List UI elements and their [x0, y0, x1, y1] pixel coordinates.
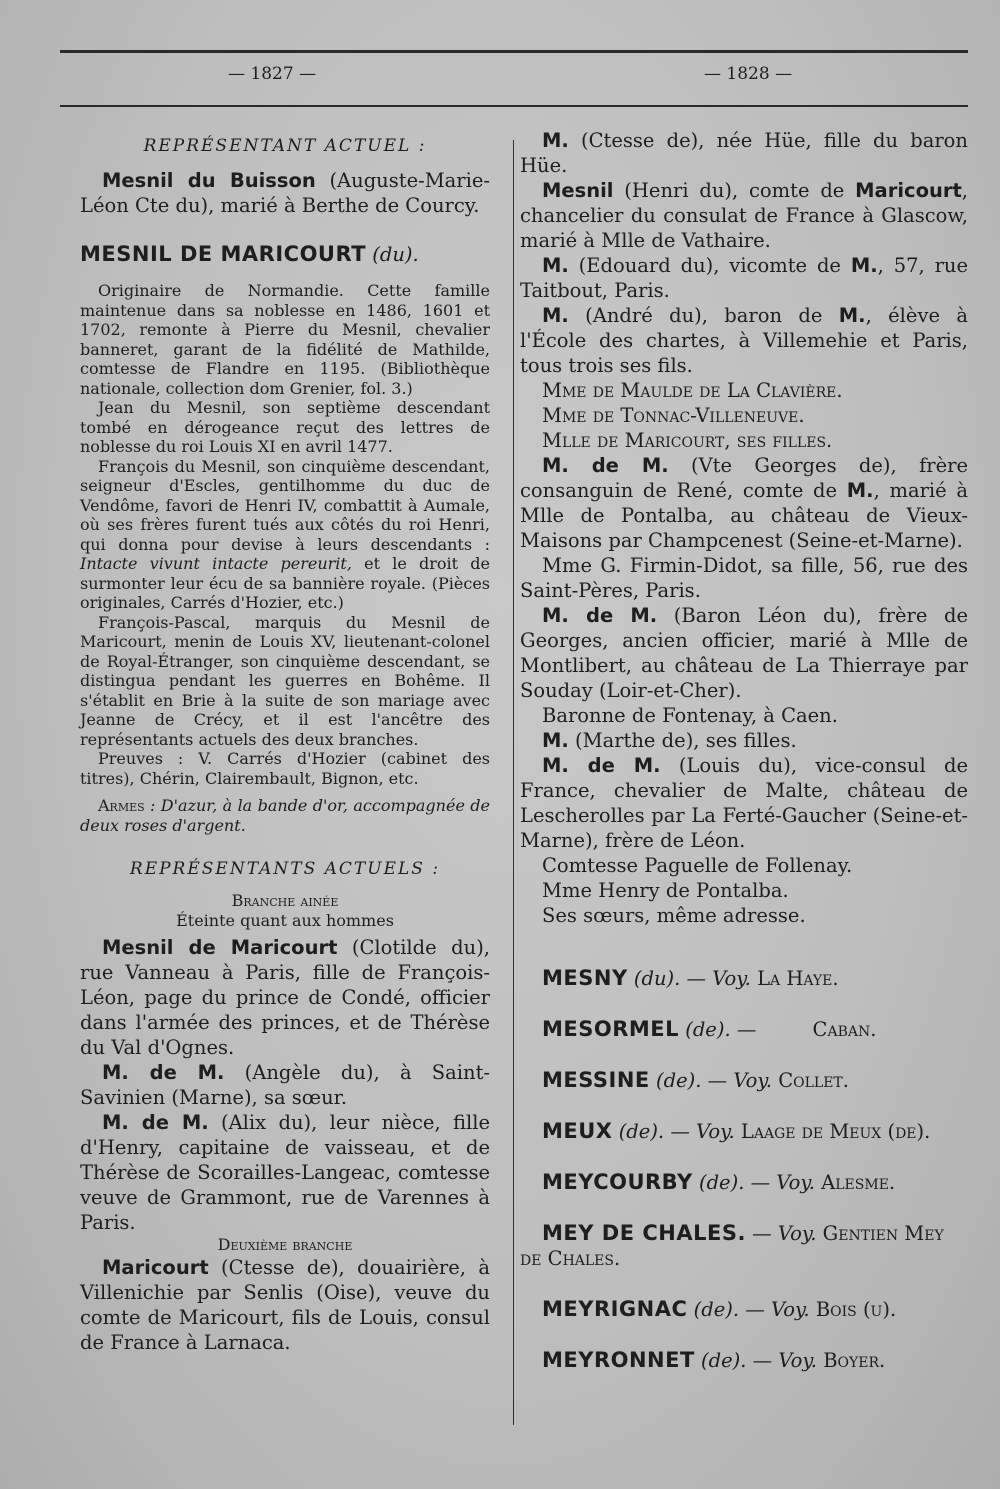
entry-r9: Mme G. Firmin-Didot, sa fille, 56, rue des Saint-Pères, Paris.	[520, 554, 968, 602]
xref-mesormel: MESORMEL (de). — Caban.	[542, 1017, 877, 1041]
entry-mesnil-du-buisson: Mesnil du Buisson (Auguste-Marie-Léon Cte du), marié à Berthe de Courcy.	[80, 169, 490, 217]
page-number-right: — 1828 —	[704, 64, 793, 84]
paragraph-preuves: Preuves : V. Carrés d'Hozier (cabinet des titres), Chérin, Clairembault, Bignon, etc.	[80, 749, 490, 788]
paragraph-armes: Armes : D'azur, à la bande d'or, accompagnée de deux roses d'argent.	[80, 796, 490, 835]
section-heading: REPRÉSENTANT ACTUEL :	[143, 136, 427, 156]
xref-meyrignac: MEYRIGNAC (de). — Voy. Bois (u).	[542, 1297, 897, 1321]
entry-r6: Mme de Tonnac-Villeneuve.	[542, 404, 805, 427]
cross-reference-list	[520, 948, 968, 1373]
entry-r4: M. (André du), baron de M., élève à l'École des chartes, à Villemehie et Paris, tous trois ses fils.	[520, 304, 968, 377]
xref-mesny: MESNY (du). — Voy. La Haye.	[542, 966, 839, 990]
xref-meyronnet: MEYRONNET (de). — Voy. Boyer.	[542, 1348, 886, 1372]
entry-r10: M. de M. (Baron Léon du), frère de Georges, ancien officier, marié à Mlle de Montlibert, au château de La Thierraye par Souday (Loir-et-Cher).	[520, 604, 968, 702]
xref-meux: MEUX (de). — Voy. Laage de Meux (de).	[542, 1119, 931, 1143]
entry-r5: Mme de Maulde de La Clavière.	[542, 379, 843, 402]
paragraph-origin: Originaire de Normandie. Cette famille maintenue dans sa noblesse en 1486, 1601 et 1702, remonte à Pierre du Mesnil, chevalier banneret, garant de la fidélité de Mathilde, comtesse de Flandre en 1195. (Bibliothèque nationale, collection dom Grenier, fol. 3.)	[80, 281, 490, 398]
paragraph-jean: Jean du Mesnil, son septième descendant tombé en dérogeance reçut des lettres de noblesse du roi Louis XI en avril 1477.	[80, 398, 490, 456]
xref-meycourby: MEYCOURBY (de). — Voy. Alesme.	[542, 1170, 896, 1194]
right-column	[520, 128, 968, 1373]
left-column	[80, 128, 490, 1355]
entry-r15: Mme Henry de Pontalba.	[542, 879, 789, 902]
page-number-left: — 1827 —	[228, 64, 317, 84]
entry-angele: M. de M. (Angèle du), à Saint-Savinien (Marne), sa sœur.	[80, 1061, 490, 1109]
entry-r2: Mesnil (Henri du), comte de Maricourt, chancelier du consulat de France à Glascow, marié à Mlle de Vathaire.	[520, 179, 968, 252]
entry-r12: M. (Marthe de), ses filles.	[542, 729, 797, 752]
paragraph-francois-pascal: François-Pascal, marquis du Mesnil de Maricourt, menin de Louis XV, lieutenant-colonel de Royal-Étranger, son cinquième descendant, se distingua pendant les guerres en Bohême. Il s'établit en Brie à la suite de son mariage avec Jeanne de Crécy, et il est l'ancêtre des représentants actuels des deux branches.	[80, 612, 490, 749]
branch-subtitle-1: Éteinte quant aux hommes	[176, 911, 394, 930]
top-rule	[60, 50, 968, 53]
header-rule	[60, 105, 968, 107]
column-divider	[513, 140, 514, 1425]
entry-r1: M. (Ctesse de), née Hüe, fille du baron Hüe.	[520, 129, 968, 177]
entry-r8: M. de M. (Vte Georges de), frère consanguin de René, comte de M., marié à Mlle de Pontalba, au château de Vieux-Maisons par Champcenest (Seine-et-Marne).	[520, 454, 969, 552]
entry-r16: Ses sœurs, même adresse.	[542, 904, 806, 927]
xref-mey-de-chales: MEY DE CHALES. — Voy. Gentien Mey de Chales.	[520, 1221, 944, 1270]
branch-title-2: Deuxième branche	[217, 1235, 353, 1254]
xref-messine: MESSINE (de). — Voy. Collet.	[542, 1068, 849, 1092]
entry-alix: M. de M. (Alix du), leur nièce, fille d'Henry, capitaine de vaisseau, et de Thérèse de Scorailles-Langeac, comtesse veuve de Grammont, rue de Varennes à Paris.	[80, 1111, 490, 1234]
entry-r7: Mlle de Maricourt, ses filles.	[542, 429, 833, 452]
entry-clotilde: Mesnil de Maricourt (Clotilde du), rue Vanneau à Paris, fille de François-Léon, page du prince de Condé, officier dans l'armée des princes, et de Thérèse du Val d'Ognes.	[80, 936, 490, 1059]
entry-r3: M. (Edouard du), vicomte de M., 57, rue Taitbout, Paris.	[520, 254, 968, 302]
entry-maricourt-comtesse: Maricourt (Ctesse de), douairière, à Villenichie par Senlis (Oise), veuve du comte de Maricourt, fils de Louis, consul de France à Larnaca.	[80, 1256, 490, 1354]
entry-r13: M. de M. (Louis du), vice-consul de France, chevalier de Malte, château de Lescherolles par La Ferté-Gaucher (Seine-et-Marne), frère de Léon.	[520, 754, 968, 852]
branch-title-1: Branche ainée	[231, 891, 339, 910]
section-heading-2: REPRÉSENTANTS ACTUELS :	[129, 859, 441, 879]
family-title: MESNIL DE MARICOURT (du).	[80, 242, 419, 266]
paragraph-francois: François du Mesnil, son cinquième descendant, seigneur d'Escles, gentilhomme du duc de Vendôme, favori de Henri IV, combattit à Aumale, où ses frères furent tués aux côtés du roi Henri, qui donna pour devise à leurs descendants : Intacte vivunt intacte pereurit, et le droit de surmonter leur écu de sa bannière royale. (Pièces originales, Carrés d'Hozier, etc.)	[80, 456, 491, 612]
entry-r14: Comtesse Paguelle de Follenay.	[542, 854, 853, 877]
entry-r11: Baronne de Fontenay, à Caen.	[542, 704, 838, 727]
